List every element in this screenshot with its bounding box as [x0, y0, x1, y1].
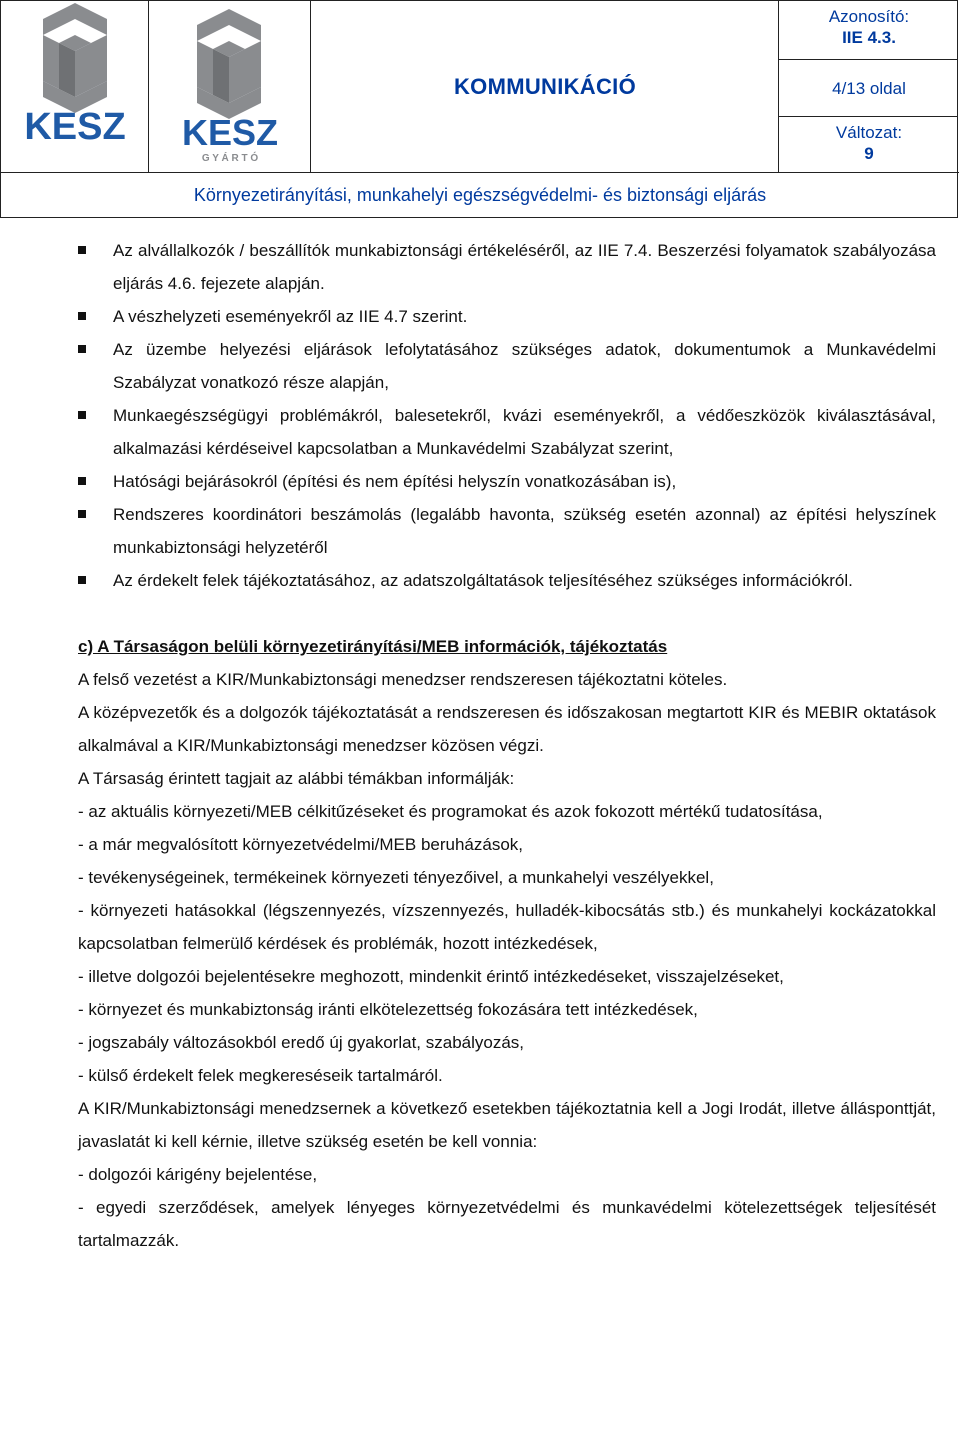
list-item: Hatósági bejárásokról (építési és nem építési helyszín vonatkozásában is),	[78, 465, 936, 498]
paragraph: A középvezetők és a dolgozók tájékoztatását a rendszeresen és időszakosan megtartott KIR és MEBIR oktatások alkalmával a KIR/Munkabiztonsági menedzser közösen végzi.	[78, 703, 936, 755]
gyarto-logo-subtext: G Y Á R T Ó	[201, 153, 259, 164]
version-label: Változat:	[835, 123, 903, 142]
square-bullet-icon	[78, 345, 86, 353]
dash-item: - környezet és munkabiztonság iránti elkötelezettség fokozására tett intézkedések,	[78, 1000, 698, 1019]
document-title: KOMMUNIKÁCIÓ	[453, 74, 637, 99]
kesz-logo	[1, 1, 149, 173]
square-bullet-icon	[78, 246, 86, 254]
dash-item: - dolgozói kárigény bejelentése,	[78, 1165, 318, 1184]
document-subtitle: Környezetirányítási, munkahelyi egészségvédelmi- és biztonsági eljárás	[193, 184, 767, 205]
page-number-cell	[779, 60, 959, 117]
list-item: Az üzembe helyezési eljárások lefolytatásához szükséges adatok, dokumentumok a Munkavédelmi Szabályzat vonatkozó része alapján,	[78, 333, 936, 399]
kesz-logo-text: KESZ	[24, 106, 126, 148]
square-bullet-icon	[78, 312, 86, 320]
page-number: 4/13 oldal	[832, 79, 906, 98]
bullet-list	[78, 234, 936, 597]
list-item: Munkaegészségügyi problémákról, balesetekről, kvázi eseményekről, a védőeszközök kiválasztásával, alkalmazási kérdéseivel kapcsolatban a Munkavédelmi Szabályzat szerint,	[78, 399, 936, 465]
document-subtitle-cell	[1, 173, 959, 217]
list-item: Rendszeres koordinátori beszámolás (legalább havonta, szükség esetén azonnal) az építési helyszínek munkabiztonsági helyzetéről	[78, 498, 936, 564]
document-title-cell	[311, 1, 779, 173]
square-bullet-icon	[78, 411, 86, 419]
dash-item: - az aktuális környezeti/MEB célkitűzéseket és programokat és azok fokozott mértékű tudatosítása,	[78, 802, 823, 821]
document-body	[78, 234, 936, 1257]
dash-item: - jogszabály változásokból eredő új gyakorlat, szabályozás,	[78, 1033, 525, 1052]
dash-item: - tevékenységeinek, termékeinek környezeti tényezőivel, a munkahelyi veszélyekkel,	[78, 868, 714, 887]
square-bullet-icon	[78, 477, 86, 485]
kesz-gyarto-logo-text: KESZ	[181, 112, 279, 153]
paragraph: A Társaság érintett tagjait az alábbi témákban informálják:	[78, 769, 515, 788]
paragraph: A KIR/Munkabiztonsági menedzsernek a következő esetekben tájékoztatnia kell a Jogi Irodát, illetve állásponttját, javaslatát ki kell kérnie, illetve szükség esetén be kell vonnia:	[78, 1099, 936, 1151]
list-item: Az alvállalkozók / beszállítók munkabiztonsági értékeléséről, az IIE 7.4. Beszerzési folyamatok szabályozása eljárás 4.6. fejezete alapján.	[78, 234, 936, 300]
list-item: Az érdekelt felek tájékoztatásához, az adatszolgáltatások teljesítéséhez szükséges információkról.	[78, 564, 936, 597]
dash-item: - egyedi szerződések, amelyek lényeges környezetvédelmi és munkavédelmi kötelezettségek teljesítését tartalmazzák.	[78, 1198, 936, 1250]
version-value: 9	[864, 144, 874, 163]
section-heading: c) A Társaságon belüli környezetirányítási/MEB információk, tájékoztatás	[78, 637, 668, 656]
document-header	[0, 0, 958, 218]
dash-item: - a már megvalósított környezetvédelmi/MEB beruházások,	[78, 835, 524, 854]
list-item: A vészhelyzeti eseményekről az IIE 4.7 szerint.	[78, 300, 936, 333]
paragraph: A felső vezetést a KIR/Munkabiztonsági menedzser rendszeresen tájékoztatni köteles.	[78, 670, 728, 689]
square-bullet-icon	[78, 576, 86, 584]
dash-item: - illetve dolgozói bejelentésekre meghozott, mindenkit érintő intézkedéseket, visszajelzéseket,	[78, 967, 784, 986]
identifier-label: Azonosító:	[828, 7, 910, 26]
version-cell	[779, 117, 959, 173]
kesz-gyarto-logo	[149, 1, 311, 173]
identifier-value: IIE 4.3.	[842, 28, 896, 47]
square-bullet-icon	[78, 510, 86, 518]
dash-item: - külső érdekelt felek megkereséseik tartalmáról.	[78, 1066, 443, 1085]
identifier-cell	[779, 1, 959, 60]
dash-item: - környezeti hatásokkal (légszennyezés, vízszennyezés, hulladék-kibocsátás stb.) és munkahelyi kockázatokkal kapcsolatban felmerülő kérdések és problémák, hozott intézkedések,	[78, 901, 936, 953]
